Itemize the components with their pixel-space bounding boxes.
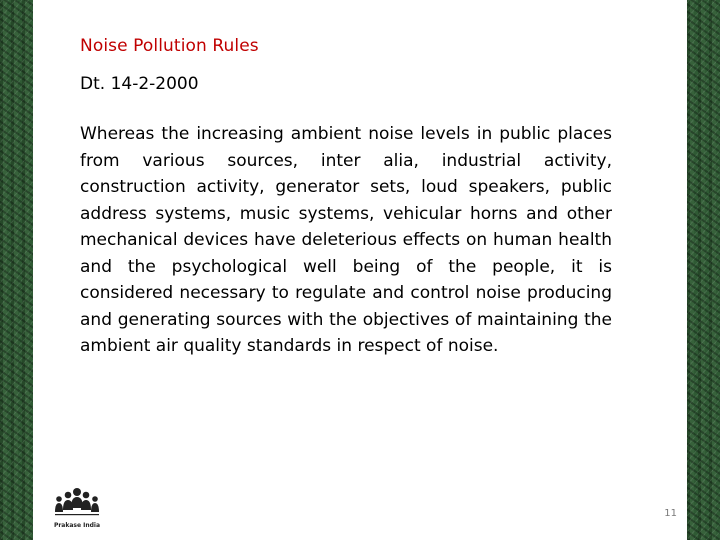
slide-content: [33, 0, 687, 540]
people-group-icon: [47, 484, 107, 520]
page-number: 11: [664, 508, 677, 519]
slide-date: Dt. 14-2-2000: [80, 74, 199, 94]
slide-title: Noise Pollution Rules: [80, 36, 259, 56]
slide-body-text: Whereas the increasing ambient noise levels in public places from various sources, inter alia, industrial activity, construction activity, generator sets, loud speakers, public address systems, music systems, vehicular horns and other mechanical devices have deleterious effects on human health and the psychological well being of the people, it is considered necessary to regulate and control noise producing and generating sources with the objectives of maintaining the ambient air quality standards in respect of noise.: [80, 124, 612, 356]
logo-name: Prakase India: [53, 522, 101, 529]
logo: [47, 484, 117, 540]
left-decorative-border: [0, 0, 33, 540]
right-decorative-border: [687, 0, 720, 540]
